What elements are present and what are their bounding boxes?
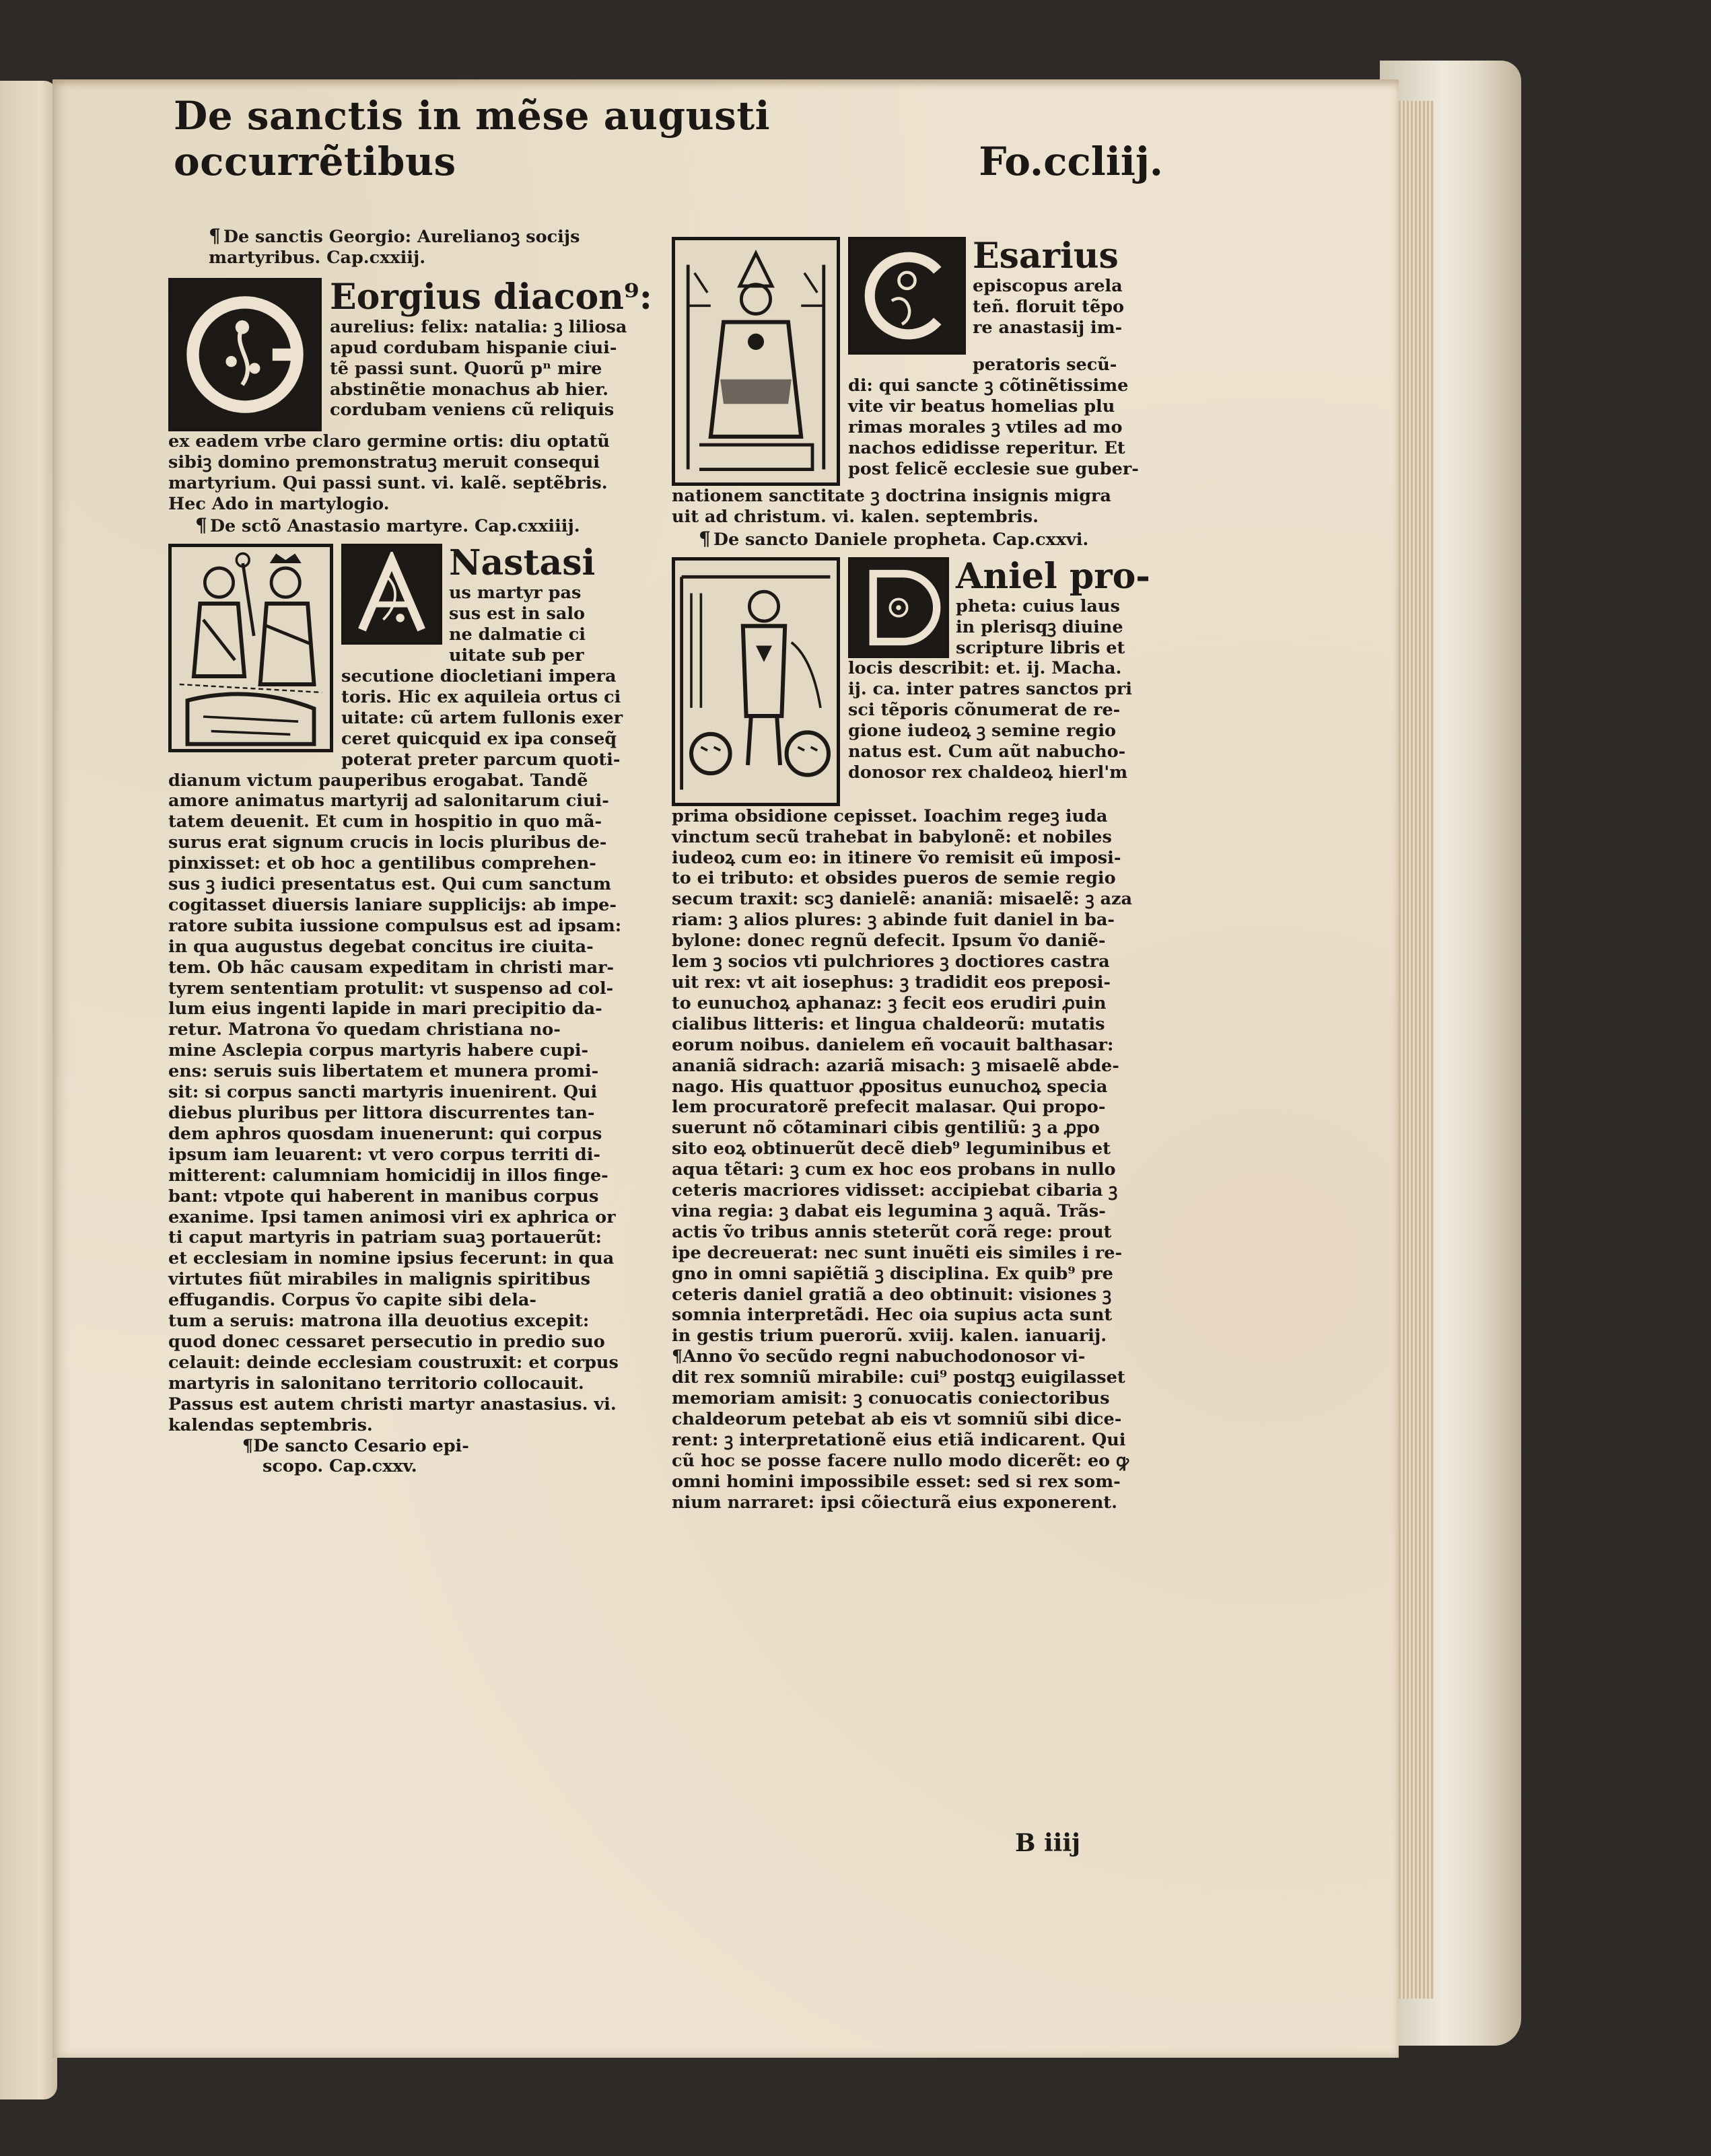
floral-ornament-icon xyxy=(176,286,314,423)
text-line: nium narraret: ipsi cõiecturã eius exponerent. xyxy=(672,1492,1117,1513)
text-line: di: qui sancte ꝫ cõtinẽtissime xyxy=(848,375,1129,396)
text-line: ens: seruis suis libertatem et munera promi- xyxy=(168,1061,599,1082)
text-line: lem procuratorẽ prefecit malasar. Qui propo- xyxy=(672,1097,1106,1118)
text-line: nachos edidisse reperitur. Et xyxy=(848,437,1125,458)
pilcrow-icon: ¶ xyxy=(209,225,221,247)
woodcut-martyrdom-icon xyxy=(168,544,333,752)
text-line: quod donec cessaret persecutio in predio suo xyxy=(168,1331,605,1352)
chapter-heading xyxy=(168,1436,663,1478)
left-column xyxy=(168,226,663,1477)
text-line: secum traxit: scꝫ danielẽ: ananiã: misaelẽ: ꝫ aza xyxy=(672,889,1133,910)
text-line: ipe decreuerat: nec sunt inuẽti eis similes i re- xyxy=(672,1242,1123,1263)
text-line: abstinẽtie monachus ab hier. xyxy=(330,379,609,400)
opening-words: Eorgius diacon⁹: xyxy=(330,276,652,318)
text-line: episcopus arela xyxy=(973,276,1123,296)
text-line: ex eadem vrbe claro germine ortis: diu optatũ xyxy=(168,431,610,452)
opening-words: Nastasi xyxy=(449,542,596,584)
entry-opening xyxy=(672,237,1163,486)
text-line: bant: vtpote qui haberent in manibus corpus xyxy=(168,1186,599,1207)
text-line: locis describit: et. ij. Macha. xyxy=(848,658,1122,679)
body-text xyxy=(168,431,663,515)
heading-line: scopo. Cap.cxxv. xyxy=(263,1456,417,1477)
text-line: surus erat signum crucis in locis pluribus de- xyxy=(168,832,607,853)
text-line: uitate: cũ artem fullonis exer xyxy=(341,707,623,728)
text-line: tem. Ob hãc causam expeditam in christi mar- xyxy=(168,957,615,978)
pilcrow-icon: ¶ xyxy=(242,1435,254,1456)
text-line: ceret quicquid ex ipa conseq̃ xyxy=(341,728,617,749)
text-line: exanime. Ipsi tamen animosi viri ex aphrica or xyxy=(168,1207,616,1227)
text-line: aurelius: felix: natalia: ꝫ liliosa xyxy=(330,316,627,337)
text-line: pheta: cuius laus xyxy=(956,596,1120,616)
text-line: ceteris daniel gratiã a deo obtinuit: visiones ꝫ xyxy=(672,1284,1112,1305)
text-line: rimas morales ꝫ vtiles ad mo xyxy=(848,417,1123,437)
text-line: Passus est autem christi martyr anastasius. vi. xyxy=(168,1394,617,1414)
text-line: kalendas septembris. xyxy=(168,1414,373,1435)
woodcut-illustration xyxy=(675,240,837,482)
text-line: mine Asclepia corpus martyris habere cupi- xyxy=(168,1040,589,1061)
text-line: us martyr pas xyxy=(449,583,582,604)
text-line: secutione diocletiani impera xyxy=(341,666,617,686)
text-line: effugandis. Corpus ṽo capite sibi dela- xyxy=(168,1290,536,1311)
text-line: riam: ꝫ alios plures: ꝫ abinde fuit daniel in ba- xyxy=(672,910,1115,931)
text-line: aqua tẽtari: ꝫ cum ex hoc eos probans in nullo xyxy=(672,1159,1116,1180)
heading-text: De sctõ Anastasio martyre. Cap.cxxiiij. xyxy=(209,516,580,537)
text-line: donosor rex chaldeoꝝ hierl'm xyxy=(848,762,1128,783)
text-line: retur. Matrona ṽo quedam christiana no- xyxy=(168,1019,561,1040)
text-line: in gestis trium puerorũ. xviij. kalen. ianuarij. xyxy=(672,1326,1107,1346)
heading-text xyxy=(242,1436,663,1457)
text-line: chaldeorum petebat ab eis vt somniũ sibi dice- xyxy=(672,1409,1122,1429)
text-line: ratore subita iussione compulsus est ad ipsam: xyxy=(168,915,622,936)
text-line: peratoris secũ- xyxy=(973,355,1117,375)
text-line: mitterent: calumniam homicidij in illos finge- xyxy=(168,1165,608,1186)
side-text xyxy=(848,237,1163,486)
body-text xyxy=(672,806,1163,1513)
text-line: gno in omni sapiẽtiã ꝫ disciplina. Ex quib⁹ pre xyxy=(672,1263,1113,1284)
text-line: in plerisqꝫ diuine xyxy=(956,616,1123,637)
text-line: tẽ passi sunt. Quorũ pⁿ mire xyxy=(330,358,602,379)
text-line: in qua augustus degebat concitus ire ciuita- xyxy=(168,936,594,957)
text-line: sit: si corpus sancti martyris inuenirent. Qui xyxy=(168,1082,598,1103)
initial-side xyxy=(449,544,595,645)
text-line: sito eoꝝ obtinuerũt decẽ dieb⁹ leguminibus et xyxy=(672,1139,1111,1159)
text-line: martyris in salonitano territorio collocauit. xyxy=(168,1373,584,1394)
text-line: ij. ca. inter patres sanctos pri xyxy=(848,679,1132,700)
floral-ornament-icon xyxy=(856,245,958,347)
text-line: to eunuchoꝝ aphanaz: ꝫ fecit eos erudiri ꝓuin xyxy=(672,993,1107,1013)
text-line: dit rex somniũ mirabile: cui⁹ postqꝫ euigilasset xyxy=(672,1367,1125,1388)
text-line: nationem sanctitate ꝫ doctrina insignis migra xyxy=(672,486,1111,506)
text-line: vinctum secũ trahebat in babylonẽ: et nobiles xyxy=(672,826,1112,847)
chapter-heading xyxy=(168,226,663,268)
signature-mark: B iiij xyxy=(1015,1829,1081,1857)
pilcrow-icon: ¶ xyxy=(699,527,711,550)
text-line: virtutes fiũt mirabiles in malignis spiritibus xyxy=(168,1269,590,1290)
right-column xyxy=(672,233,1163,1513)
initial-row xyxy=(848,557,1163,659)
text-line: sus ꝫ iudici presentatus est. Qui cum sanctum xyxy=(168,874,611,895)
chapter-heading xyxy=(672,529,1163,550)
text-line: toris. Hic ex aquileia ortus ci xyxy=(341,686,621,707)
text-line: pinxisset: et ob hoc a gentilibus comprehen- xyxy=(168,853,596,874)
text-line: dem aphros quosdam inuenerunt: qui corpus xyxy=(168,1123,602,1144)
entry-opening xyxy=(168,278,663,431)
opening-words: Esarius xyxy=(973,236,1119,277)
opening-words: Aniel pro- xyxy=(956,555,1150,597)
floral-ornament-icon xyxy=(349,552,434,637)
text-line xyxy=(672,1346,1163,1367)
text-line: amore animatus martyrij ad salonitarum ciui- xyxy=(168,791,609,812)
entry-opening xyxy=(168,544,663,770)
body-text xyxy=(168,770,663,1436)
text-line: tum a seruis: matrona illa deuotius excepit: xyxy=(168,1311,590,1332)
initial-row xyxy=(848,237,1163,355)
heading-text: De sancto Daniele propheta. Cap.cxxvi. xyxy=(713,529,1089,550)
decorated-initial-icon xyxy=(848,557,949,658)
page-header xyxy=(174,93,1163,184)
pilcrow-icon: ¶ xyxy=(672,1346,683,1367)
text-line: prima obsidione cepisset. Ioachim regeꝫ iuda xyxy=(672,805,1108,826)
text-line: celauit: deinde ecclesiam coustruxit: et corpus xyxy=(168,1352,619,1373)
text-line: cũ hoc se posse facere nullo modo dicerẽt: eo ꝙ xyxy=(672,1450,1129,1471)
text-line: somnia interpretãdi. Hec oia supius acta sunt xyxy=(672,1305,1113,1326)
decorated-initial-icon xyxy=(168,278,322,431)
text-line: eorum noibus. danielem eñ vocauit balthasar: xyxy=(672,1034,1114,1055)
text-line: lem ꝫ socios vti pulchriores ꝫ doctiores castra xyxy=(672,951,1110,972)
body-text xyxy=(672,486,1163,528)
text-line: memoriam amisit: ꝫ conuocatis coniectoribus xyxy=(672,1388,1110,1409)
text-line: uitate sub per xyxy=(449,645,584,666)
text-line: vina regia: ꝫ dabat eis legumina ꝫ aquã. Trãs- xyxy=(672,1200,1106,1221)
text-line: diebus pluribus per littora discurrentes tan- xyxy=(168,1103,595,1123)
text-line: dianum victum pauperibus erogabat. Tandẽ xyxy=(168,770,588,791)
initial-side xyxy=(973,237,1124,355)
woodcut-bishop-icon xyxy=(672,237,840,486)
woodcut-daniel-lions-icon xyxy=(672,557,840,806)
text-line: uit rex: vt ait iosephus: ꝫ tradidit eos preposi- xyxy=(672,972,1111,993)
woodcut-illustration xyxy=(675,561,837,803)
text-line: sibiꝫ domino premonstratuꝫ meruit consequi xyxy=(168,452,600,472)
decorated-initial-icon xyxy=(341,544,442,645)
text-line: cialibus litteris: et lingua chaldeorũ: mutatis xyxy=(672,1013,1105,1034)
text-line: nago. His quattuor ꝓpositus eunuchoꝝ specia xyxy=(672,1076,1108,1097)
text-line: to ei tributo: et obsides pueros de semie regio xyxy=(672,868,1116,889)
side-text xyxy=(330,278,663,431)
text-line: lum eius ingenti lapide in mari precipitio da- xyxy=(168,999,602,1019)
side-text xyxy=(341,544,663,770)
text-line: cordubam veniens cũ reliquis xyxy=(330,400,615,421)
text-line: re anastasij im- xyxy=(973,317,1123,338)
woodcut-illustration xyxy=(172,547,330,749)
text-line: tyrem sententiam protulit: vt suspenso ad col- xyxy=(168,978,614,999)
text-line: natus est. Cum aũt nabucho- xyxy=(848,742,1126,762)
text-line: post felicẽ ecclesie sue guber- xyxy=(848,458,1139,479)
entry-opening xyxy=(672,557,1163,806)
text-line: martyrium. Qui passi sunt. vi. kalẽ. septẽbris. xyxy=(168,472,608,493)
text-line: sci tẽporis cõnumerat de re- xyxy=(848,700,1121,721)
text-line: suerunt nõ cõtaminari cibis gentiliũ: ꝫ a ꝓpo xyxy=(672,1118,1100,1139)
folio-number: Fo.ccliij. xyxy=(979,139,1163,184)
heading-text: De sanctis Georgio: Aurelianoꝫ socijs martyribus. Cap.cxxiij. xyxy=(209,227,580,268)
text-line: tatem deuenit. Et cum in hospitio in quo mã- xyxy=(168,812,602,832)
text-line: et ecclesiam in nomine ipsius fecerunt: in qua xyxy=(168,1248,615,1269)
initial-row xyxy=(341,544,663,645)
text-line: omni homini impossibile esset: sed si rex som- xyxy=(672,1471,1121,1492)
side-text xyxy=(848,557,1163,806)
text-line: Hec Ado in martylogio. xyxy=(168,493,390,514)
text-line: actis ṽo tribus annis steterũt corã rege: prout xyxy=(672,1221,1112,1242)
pilcrow-icon: ¶ xyxy=(195,514,207,537)
text-line: ne dalmatie ci xyxy=(449,624,586,645)
text-line: vite vir beatus homelias plu xyxy=(848,396,1115,417)
text-line: scripture libris et xyxy=(956,637,1125,658)
text-line: uit ad christum. vi. kalen. septembris. xyxy=(672,506,1039,527)
initial-side xyxy=(956,557,1150,659)
text-line: rent: ꝫ interpretationẽ eius etiã indicarent. Qui xyxy=(672,1429,1126,1450)
running-head: De sanctis in mẽse augusti occurrẽtibus xyxy=(174,93,771,184)
text-line: poterat preter parcum quoti- xyxy=(341,749,621,770)
decorated-initial-icon xyxy=(848,237,966,355)
text-line: iudeoꝝ cum eo: in itinere ṽo remisit eũ imposi- xyxy=(672,847,1121,868)
heading-line: De sancto Cesario epi- xyxy=(253,1435,469,1456)
floral-ornament-icon xyxy=(856,565,941,650)
text-line: teñ. floruit tẽpo xyxy=(973,296,1125,317)
text-line: ananiã sidrach: azariã misach: ꝫ misaelẽ abde- xyxy=(672,1055,1119,1076)
text-segment: Anno ṽo secũdo regni nabuchodonosor vi- xyxy=(683,1346,1086,1367)
text-line: gione iudeoꝝ ꝫ semine regio xyxy=(848,721,1117,742)
text-line: ceteris macriores vidisset: accipiebat cibaria ꝫ xyxy=(672,1180,1118,1201)
text-line: ti caput martyris in patriam suaꝫ portauerũt: xyxy=(168,1227,602,1248)
text-line: sus est in salo xyxy=(449,604,586,624)
text-line: ipsum iam leuarent: vt vero corpus territi di- xyxy=(168,1144,600,1165)
text-line: apud cordubam hispanie ciui- xyxy=(330,337,617,358)
book-page xyxy=(53,79,1399,2058)
facing-page-edge xyxy=(0,81,57,2099)
text-line: bylone: donec regnũ defecit. Ipsum ṽo daniẽ- xyxy=(672,931,1106,951)
text-line: cogitasset diuersis laniare supplicijs: ab impe- xyxy=(168,894,617,915)
chapter-heading xyxy=(168,515,663,537)
